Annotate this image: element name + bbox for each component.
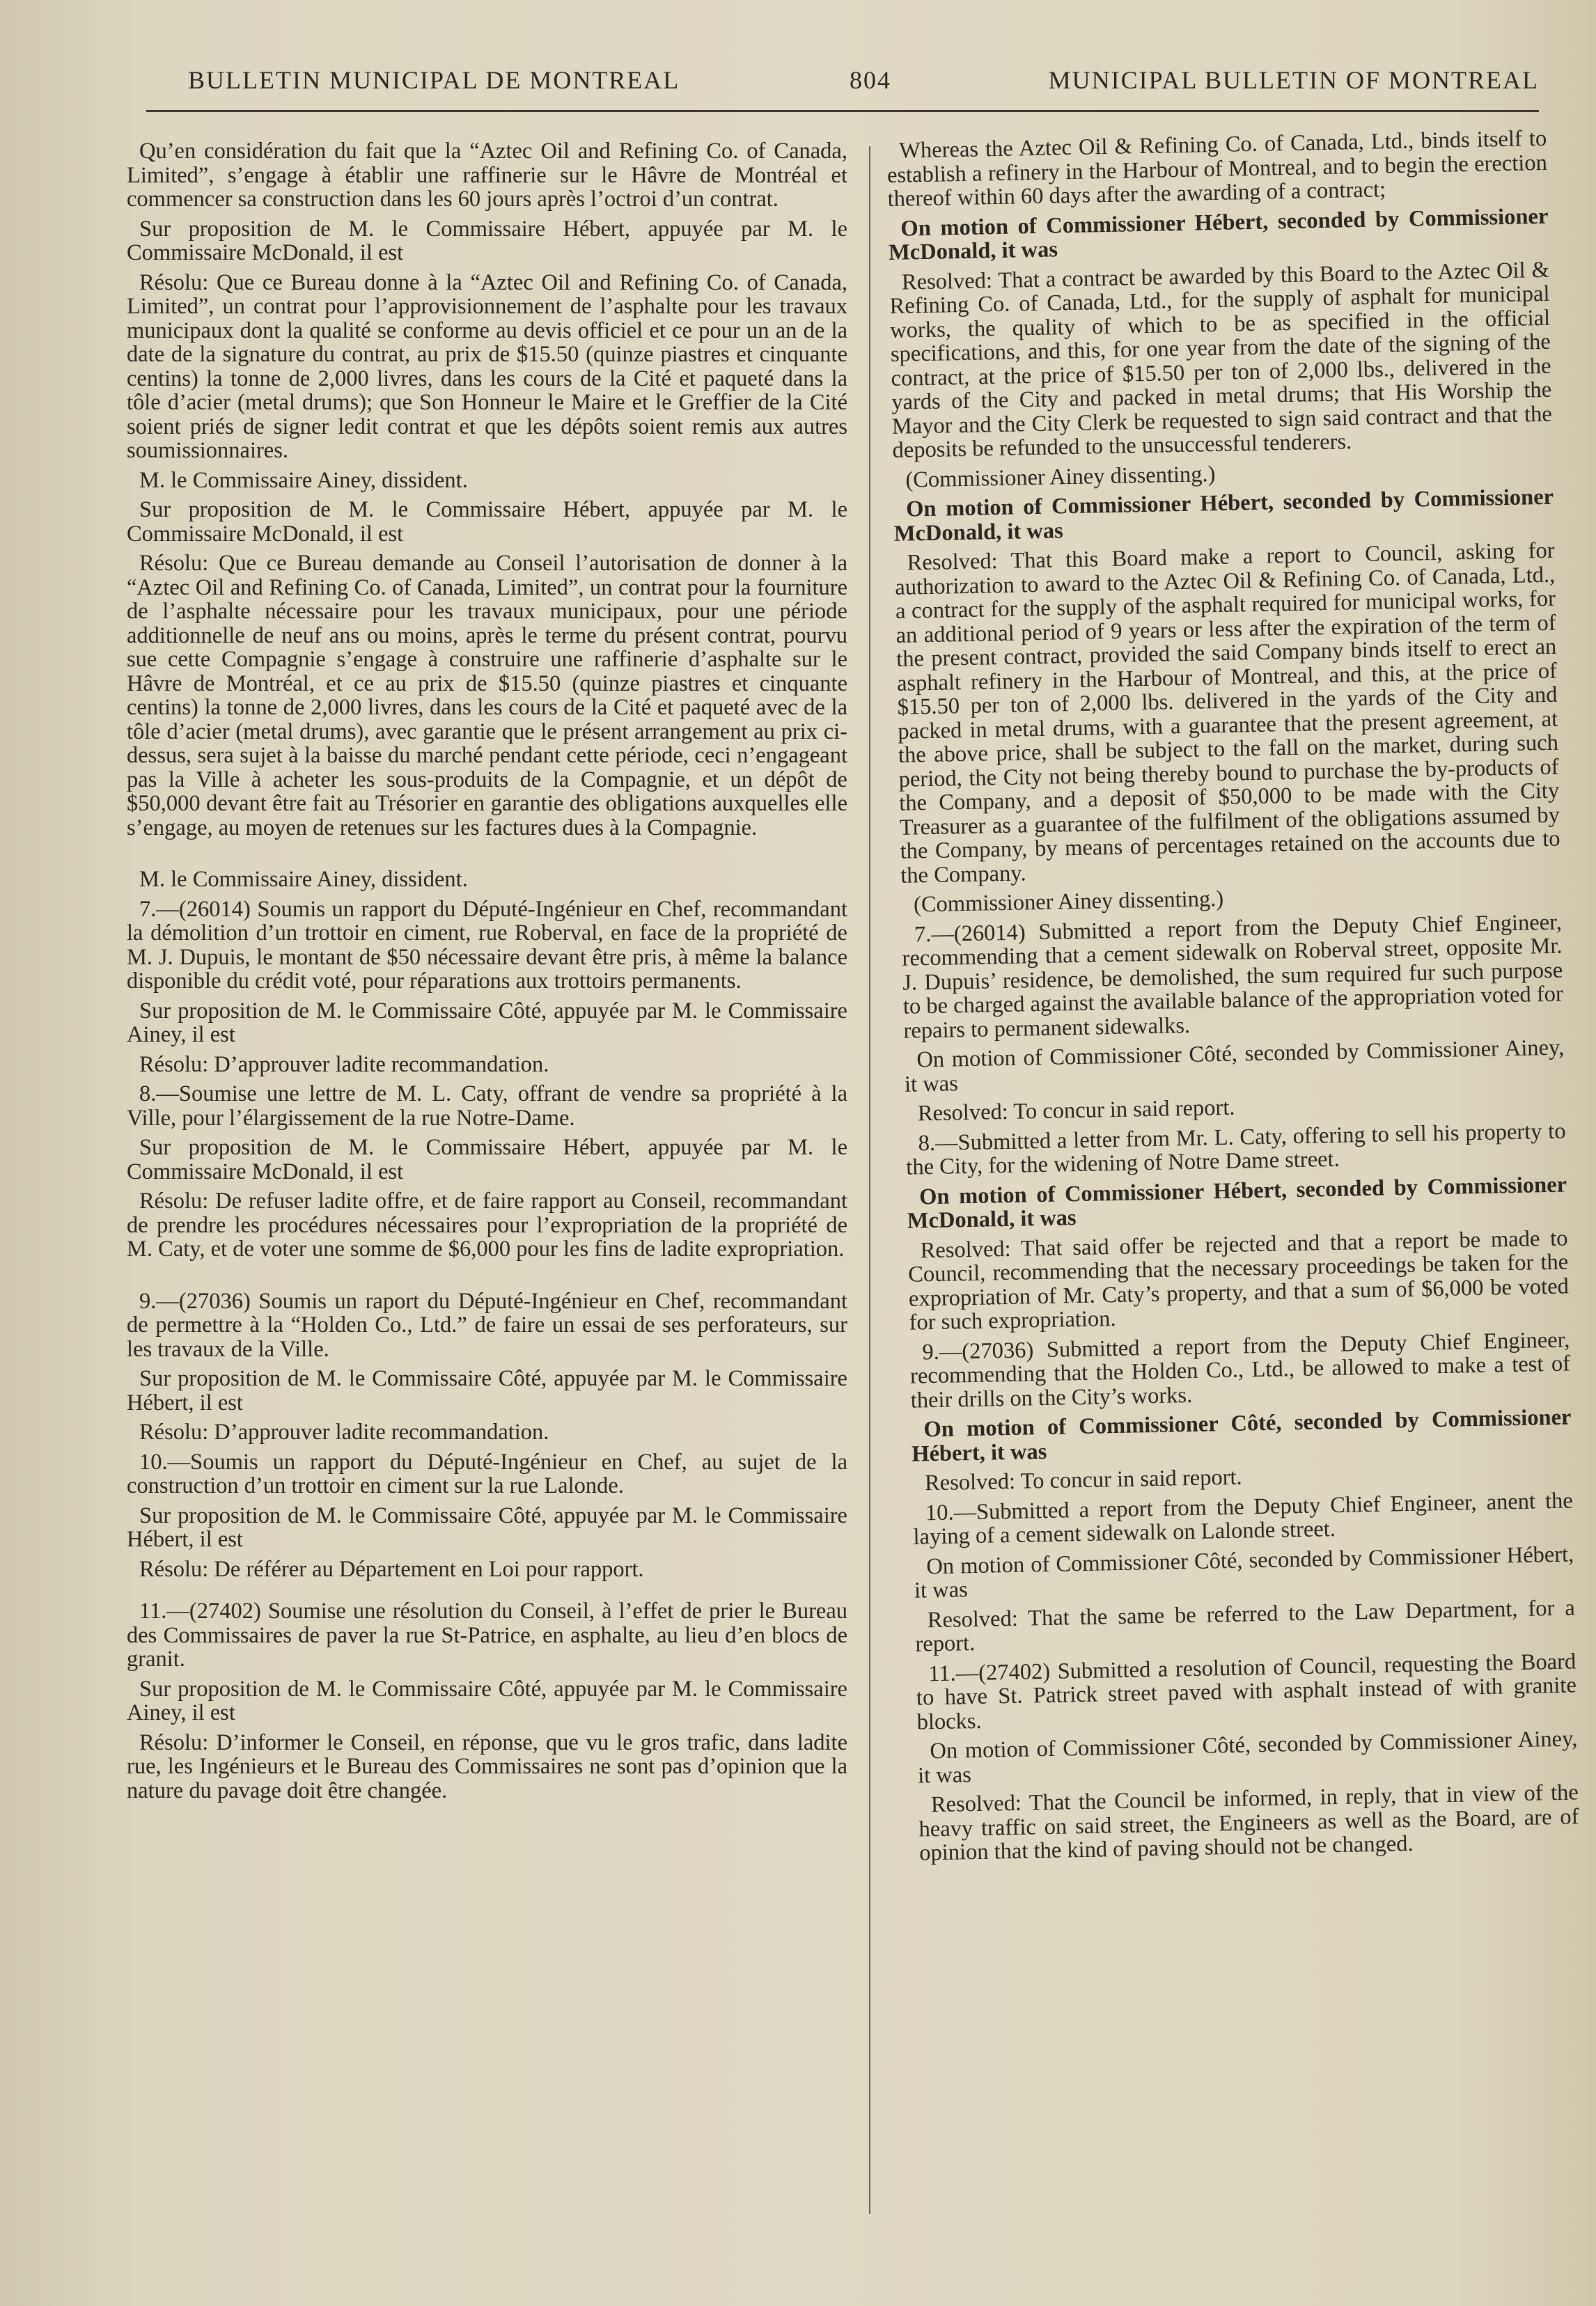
paragraph: On motion of Commissioner Côté, seconded by Commissioner Ainey, it was [917,1726,1578,1789]
paragraph: Resolved: That the same be referred to the Law Department, for a report. [915,1594,1576,1657]
paragraph: 10.—Soumis un rapport du Député-Ingénieur en Chef, au sujet de la construction d’un trottoir en ciment sur la rue Lalonde. [127,1449,847,1498]
french-column [127,139,847,1808]
paragraph: Resolved: To concur in said report. [917,1095,1235,1127]
paragraph: 10.—Submitted a report from the Deputy Chief Engineer, anent the laying of a cement sidewalk on Lalonde street. [913,1487,1574,1550]
page-number: 804 [850,66,891,94]
paragraph: M. le Commissaire Ainey, dissident. [139,467,468,493]
paragraph: Résolu: D’informer le Conseil, en réponse, que vu le gros trafic, dans ladite rue, les Ingénieurs et le Bureau des Commissaires ne sont pas d’opinion que la nature du pavage doit être changée. [127,1730,847,1803]
paragraph: Sur proposition de M. le Commissaire Côté, appuyée par M. le Commissaire Ainey, il est [127,1676,847,1725]
paragraph: Résolu: D’approuver ladite recommandation. [139,1051,549,1077]
paragraph: Résolu: D’approuver ladite recommandation. [139,1420,549,1445]
paragraph: 8.—Submitted a letter from Mr. L. Caty, offering to sell his property to the City, for the widening of Notre Dame street. [906,1118,1566,1180]
paragraph: 7.—(26014) Soumis un rapport du Député-Ingénieur en Chef, recommandant la démolition d’un trottoir en ciment, rue Roberval, en face de la propriété de M. J. Dupuis, le montant de $50 nécessaire devant être pris, à même la balance disponible du crédit voté, pour réparations aux trottoirs permanents. [127,896,847,994]
paragraph: Qu’en considération du fait que la “Aztec Oil and Refining Co. of Canada, Limited”, s’engage à établir une raffinerie sur le Hâvre de Montréal et commencer sa construction dans les 60 jours après l’octroi d’un contrat. [127,139,847,212]
paragraph: Resolved: To concur in said report. [924,1464,1242,1496]
header-title-english: MUNICIPAL BULLETIN OF MONTREAL [1048,66,1539,94]
paragraph: Sur proposition de M. le Commissaire Hébert, appuyée par M. le Commissaire McDonald, il est [127,1135,847,1184]
paragraph: Résolu: Que ce Bureau demande au Conseil l’autorisation de donner à la “Aztec Oil and Refining Co. of Canada, Limited”, un contrat pour la fourniture de l’asphalte nécessaire pour les travaux municipaux, pour une période additionnelle de neuf ans ou moins, après le terme du présent contrat, pourvu sue cette Compagnie s’engage à construire une raffinerie d’asphalte sur le Hâvre de Montréal, et ce au prix de $15.50 (quinze piastres et cinquante centins) la tonne de 2,000 livres, dans les cours de la Cité et paqueté avec de la tôle d’acier (metal drums), avec garantie que le présent arrangement au prix ci-dessus, sera sujet à la baisse du marché pendant cette période, ceci n’engageant pas la Ville à acheter les sous-produits de la Compagnie, et un dépôt de $50,000 devant être fait au Trésorier en garantie des obligations auxquelles elle s’engage, au moyen de retenues sur les factures dues à la Compagnie. [127,551,847,840]
paragraph: Resolved: That this Board make a report to Council, asking for authorization to award to the Aztec Oil & Refining Co. of Canada, Ltd., a contract for the supply of the asphalt required for municipal works, for an additional period of 9 years or less after the expiration of the term of the present contract, provided the said Company binds itself to erect an asphalt refinery in the Harbour of Montreal, and this, at the price of $15.50 per ton of 2,000 lbs. delivered in the yards of the City and packed in metal drums, with a guarantee that the present agreement, at the above price, shall be subject to the fall on the market, during such period, the City not being thereby bound to purchase the by-products of the Company, and a deposit of $50,000 to be made with the City Treasurer as a guarantee of the fulfilment of the obligations assumed by the Company, by means of percentages retained on the accounts due to the Company. [895,538,1560,888]
header-title-french: BULLETIN MUNICIPAL DE MONTREAL [188,66,680,94]
paragraph: Resolved: That the Council be informed, in reply, that in view of the heavy traffic on said street, the Engineers as well as the Board, are of opinion that the kind of paving should not be changed. [918,1780,1579,1866]
paragraph: Sur proposition de M. le Commissaire Côté, appuyée par M. le Commissaire Hébert, il est [127,1503,847,1552]
paragraph: On motion of Commissioner Hébert, seconded by Commissioner McDonald, it was [888,203,1549,265]
column-divider [869,146,870,2214]
paragraph: On motion of Commissioner Hébert, seconded by Commissioner McDonald, it was [893,484,1554,547]
paragraph: On motion of Commissioner Hébert, seconded by Commissioner McDonald, it was [907,1172,1567,1234]
paragraph: Resolved: That said offer be rejected and that a report be made to Council, recommending that the necessary proceedings be taken for the expropriation of Mr. Caty’s property, and that a sum of $6,000 be voted for such expropriation. [907,1225,1570,1335]
paragraph: 11.—(27402) Soumise une résolution du Conseil, à l’effet de prier le Bureau des Commissaires de paver la rue St-Patrice, en asphalte, au lieu d’en blocs de granit. [127,1599,847,1672]
paragraph: 7.—(26014) Submitted a report from the Deputy Chief Engineer, recommending that a cement sidewalk on Roberval street, opposite Mr. J. Dupuis’ residence, be demolished, the sum required fur such purpose to be charged against the available balance of the appropriation voted for repairs to permanent sidewalks. [902,909,1564,1044]
paragraph: Sur proposition de M. le Commissaire Côté, appuyée par M. le Commissaire Ainey, il est [127,998,847,1047]
paragraph: Whereas the Aztec Oil & Refining Co. of Canada, Ltd., binds itself to establish a refinery in the Harbour of Montreal, and to begin the erection thereof within 60 days after the awarding of a contract; [886,125,1548,212]
paragraph: On motion of Commissioner Côté, seconded by Commissioner Hébert, it was [911,1404,1572,1467]
paragraph: Resolved: That a contract be awarded by this Board to the Aztec Oil & Refining Co. of Canada, Ltd., for the supply of asphalt for municipal works, the quality of which to be as specified in the official specifications, and this, for one year from the date of the signing of the contract, at the price of $15.50 per ton of 2,000 lbs., delivered in the yards of the City and packed in metal drums; that His Worship the Mayor and the City Clerk be requested to sign said contract and that the deposits be refunded to the unsuccessful tenderers. [889,257,1553,463]
paragraph: 9.—(27036) Soumis un raport du Député-Ingénieur en Chef, recommandant de permettre à la “Holden Co., Ltd.” de faire un essai de ses perforateurs, sur les travaux de la Ville. [127,1288,847,1362]
header-rule [146,110,1539,112]
paragraph: 8.—Soumise une lettre de M. L. Caty, offrant de vendre sa propriété à la Ville, pour l’élargissement de la rue Notre-Dame. [127,1081,847,1131]
english-column [886,127,1580,1871]
paragraph: Résolu: De référer au Département en Loi pour rapport. [139,1556,644,1582]
paragraph: Sur proposition de M. le Commissaire Côté, appuyée par M. le Commissaire Hébert, il est [127,1366,847,1415]
paragraph: On motion of Commissioner Côté, seconded by Commissioner Ainey, it was [904,1035,1565,1097]
paragraph: Résolu: De refuser ladite offre, et de faire rapport au Conseil, recommandant de prendre les procédures nécessaires pour l’expropriation de la propriété de M. Caty, et de voter une somme de $6,000 pour les fins de ladite expropriation. [127,1189,847,1262]
paragraph: Sur proposition de M. le Commissaire Hébert, appuyée par M. le Commissaire McDonald, il est [127,497,847,547]
paragraph: On motion of Commissioner Côté, seconded by Commissioner Hébert, it was [914,1541,1574,1603]
paragraph: M. le Commissaire Ainey, dissident. [139,867,468,892]
paragraph: Résolu: Que ce Bureau donne à la “Aztec Oil and Refining Co. of Canada, Limited”, un contrat pour l’approvisionnement de l’asphalte pour les travaux municipaux dont la qualité se conforme au devis officiel et ce pour un an de la date de la signature du contrat, au prix de $15.50 (quinze piastres et cinquante centins) la tonne de 2,000 livres, dans les cours de la Cité et paqueté dans la tôle d’acier (metal drums); que Son Honneur le Maire et le Greffier de la Cité soient priés de signer ledit contrat et que les dépôts soient remis aux autres soumissionnaires. [127,269,847,463]
paragraph: (Commissioner Ainey dissenting.) [913,886,1224,918]
paragraph: Sur proposition de M. le Commissaire Hébert, appuyée par M. le Commissaire McDonald, il est [127,216,847,265]
page-header [188,56,1539,104]
paragraph: (Commissioner Ainey dissenting.) [905,461,1216,493]
paragraph: 11.—(27402) Submitted a resolution of Council, requesting the Board to have St. Patrick street paved with asphalt instead of with granite blocks. [916,1648,1577,1735]
paragraph: 9.—(27036) Submitted a report from the Deputy Chief Engineer, recommending that the Holden Co., Ltd., be allowed to make a test of their drills on the City’s works. [909,1326,1571,1413]
